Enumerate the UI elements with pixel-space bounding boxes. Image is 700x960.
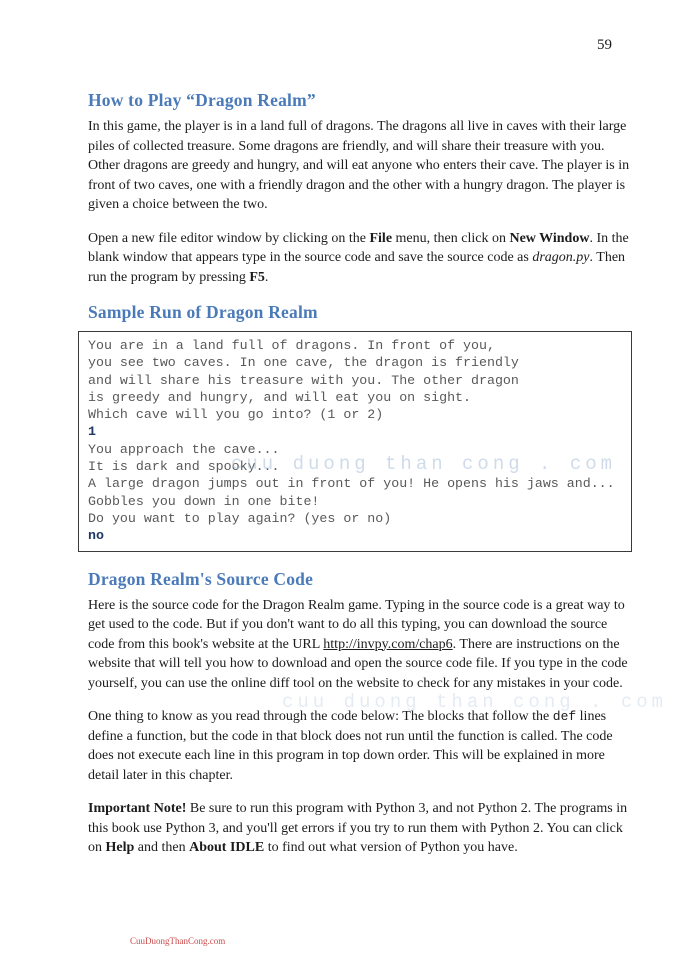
text-segment-code: def bbox=[552, 709, 577, 725]
text-segment-bold: Important Note! bbox=[88, 801, 187, 817]
page-number: 59 bbox=[597, 37, 612, 53]
text-segment-bold: About IDLE bbox=[189, 840, 265, 856]
text-segment: . Then run the program by pressing bbox=[88, 250, 626, 285]
console-output-line: It is dark and spooky... bbox=[88, 459, 280, 475]
console-output-line: you see two caves. In one cave, the dragon is friendly bbox=[88, 355, 519, 371]
text-segment: . In the blank window that appears type in the source code and save the source code as bbox=[88, 230, 629, 265]
text-segment: Here is the source code for the Dragon Realm game. Typing in the source code is a great way to get used to the code. But if you don't want to do all this typing, you can download the source code from this book's website at the URL bbox=[88, 597, 625, 652]
console-input-line: 1 bbox=[88, 424, 96, 440]
text-segment: to find out what version of Python you have. bbox=[264, 840, 518, 856]
text-segment: lines define a function, but the code in that block does not run until the function is called. The code does not execute each line in this program in top down order. This will be explained in more detail later in this chapter. bbox=[88, 709, 613, 783]
watermark-ghost-console: cuu duong than cong . com bbox=[231, 453, 617, 475]
footer-watermark-link[interactable]: CuuDuongThanCong.com bbox=[130, 936, 226, 946]
console-sample-run bbox=[78, 331, 632, 552]
console-output-line: You are in a land full of dragons. In front of you, bbox=[88, 338, 495, 353]
text-segment: and then bbox=[134, 840, 190, 856]
text-segment-bold: Help bbox=[105, 840, 135, 856]
paragraph-def-blocks bbox=[88, 707, 636, 785]
paragraph-game-intro: In this game, the player is in a land full of dragons. The dragons all live in caves with their large piles of collected treasure. Some dragons are friendly, and will share their treasure with you. Other dragons are greedy and hungry, and will eat anyone who enters their cave. The player is in front of two caves, one with a friendly dragon and the other with a hungry dragon. The player is given a choice between the two. bbox=[88, 119, 630, 212]
console-output-line: Which cave will you go into? (1 or 2) bbox=[88, 407, 384, 423]
text-segment: One thing to know as you read through the code below: The blocks that follow the bbox=[88, 709, 553, 725]
console-output-line: You approach the cave... bbox=[88, 441, 280, 457]
text-segment: Open a new file editor window by clicking on the bbox=[88, 230, 370, 246]
console-output-line: and will share his treasure with you. The other dragon bbox=[88, 372, 519, 388]
paragraph-important-note bbox=[88, 799, 636, 858]
text-segment-italic: dragon.py bbox=[532, 250, 590, 265]
console-output-line: Do you want to play again? (yes or no) bbox=[88, 510, 392, 526]
paragraph-download-source bbox=[88, 596, 636, 694]
console-output-line: A large dragon jumps out in front of you! He opens his jaws and... bbox=[88, 476, 615, 492]
page-content bbox=[88, 90, 636, 872]
chap6-url-link[interactable]: http://invpy.com/chap6 bbox=[323, 636, 453, 652]
watermark-ghost-paragraph: cuu duong than cong . com bbox=[282, 691, 668, 713]
text-segment-bold: New Window bbox=[509, 230, 590, 246]
console-output-line: is greedy and hungry, and will eat you on sight. bbox=[88, 389, 472, 405]
heading-source-code: Dragon Realm's Source Code bbox=[88, 568, 314, 589]
paragraph-open-editor bbox=[88, 229, 636, 288]
text-segment: . bbox=[264, 269, 269, 285]
console-output-line: Gobbles you down in one bite! bbox=[88, 493, 320, 509]
text-segment: . There are instructions on the website that will tell you how to download and open the source code file. If you type in the code yourself, you can use the online diff tool on the website to check for any mistakes in your code. bbox=[88, 636, 628, 691]
heading-sample-run: Sample Run of Dragon Realm bbox=[88, 302, 318, 322]
console-input-line: no bbox=[88, 528, 104, 544]
text-segment-bold: File bbox=[369, 230, 393, 246]
text-segment: Be sure to run this program with Python 3, and not Python 2. The programs in this book use Python 3, and you'll get errors if you try to run them with Python 2. You can click on bbox=[88, 801, 628, 856]
heading-how-to-play: How to Play “Dragon Realm” bbox=[88, 90, 316, 110]
text-segment-bold: F5 bbox=[249, 269, 265, 285]
text-segment: menu, then click on bbox=[392, 230, 510, 246]
